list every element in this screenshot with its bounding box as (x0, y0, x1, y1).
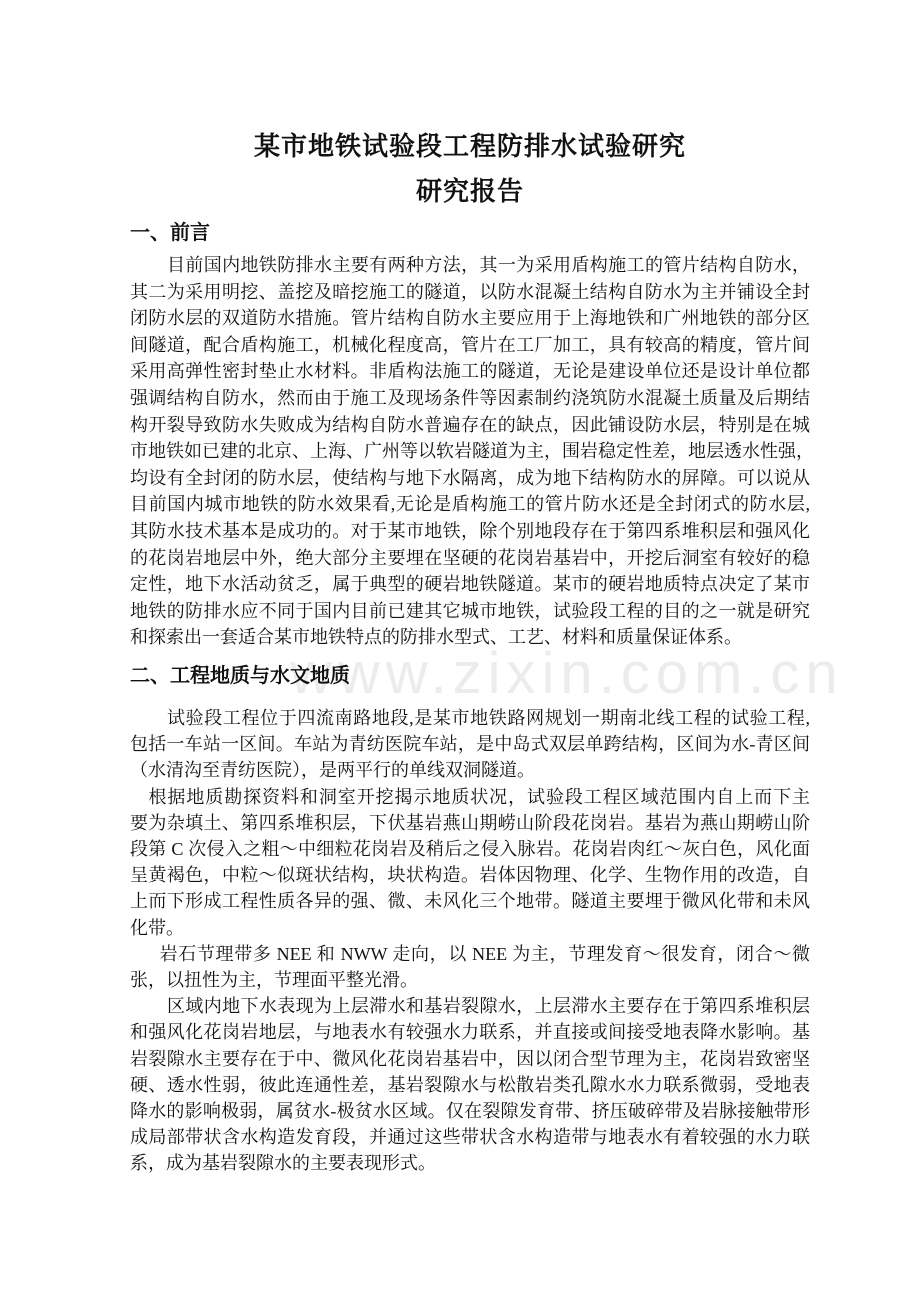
document-subtitle: 研究报告 (415, 177, 524, 207)
paragraph-line: 系，成为基岩裂隙水的主要表现形式。 (130, 1153, 436, 1174)
watermark: www.zixin.com.cn (290, 641, 844, 706)
paragraph-line: 试验段工程位于四流南路地段,是某市地铁路网规划一期南北线工程的试验工程, (167, 708, 810, 728)
paragraph-line: 要为杂填土、第四系堆积层，下伏基岩燕山期崂山阶段花岗岩。基岩为燕山期崂山阶 (130, 812, 810, 833)
paragraph-line: 成局部带状含水构造发育段，并通过这些带状含水构造带与地表水有着较强的水力联 (130, 1127, 810, 1148)
paragraph-line: （水清沟至青纺医院），是两平行的单线双洞隧道。 (130, 760, 535, 781)
paragraph-line: 化带。 (130, 917, 184, 938)
paragraph-line: 张，以扭性为主，节理面平整光滑。 (130, 970, 418, 990)
paragraph-line: 和强风化花岗岩地层，与地表水有较强水力联系，并直接或间接受地表降水影响。基 (130, 1022, 810, 1043)
section-heading: 二、工程地质与水文地质 (130, 663, 350, 687)
paragraph-line: 岩裂隙水主要存在于中、微风化花岗岩基岩中，因以闭合型节理为主，花岗岩致密坚 (130, 1048, 810, 1069)
paragraph-line: 均设有全封闭的防水层，使结构与地下水隔离，成为地下结构防水的屏障。可以说从 (130, 467, 810, 488)
section-heading: 一、前言 (130, 220, 210, 244)
paragraph-line: 间隧道，配合盾构施工，机械化程度高，管片在工厂加工，具有较高的精度，管片间 (130, 334, 810, 355)
paragraph-line: 区域内地下水表现为上层滞水和基岩裂隙水，上层滞水主要存在于第四系堆积层 (167, 996, 810, 1017)
paragraph-line: 定性，地下水活动贫乏，属于典型的硬岩地铁隧道。某市的硬岩地质特点决定了某市 (130, 574, 810, 595)
paragraph-line: 降水的影响极弱，属贫水-极贫水区域。仅在裂隙发育带、挤压破碎带及岩脉接触带形 (130, 1101, 810, 1121)
paragraph-line: 采用高弹性密封垫止水材料。非盾构法施工的隧道，无论是建设单位还是设计单位都 (130, 361, 810, 382)
paragraph-line: 强调结构自防水，然而由于施工及现场条件等因素制约浇筑防水混凝土质量及后期结 (130, 388, 810, 408)
paragraph-line: 构开裂导致防水失败成为结构自防水普遍存在的缺点，因此铺设防水层，特别是在城 (130, 414, 810, 435)
document-title: 某市地铁试验段工程防排水试验研究 (253, 132, 686, 162)
paragraph-line: 其二为采用明挖、盖挖及暗挖施工的隧道，以防水混凝土结构自防水为主并铺设全封 (130, 281, 810, 302)
paragraph-line: 段第 C 次侵入之粗～中细粒花岗岩及稍后之侵入脉岩。花岗岩肉红～灰白色，风化面 (130, 839, 810, 859)
paragraph-line: 呈黄褐色，中粒～似斑状结构，块状构造。岩体因物理、化学、生物作用的改造，自 (130, 865, 810, 886)
paragraph-line: 目前国内城市地铁的防水效果看,无论是盾构施工的管片防水还是全封闭式的防水层, (130, 494, 810, 515)
paragraph-line: 的花岗岩地层中外，绝大部分主要埋在坚硬的花岗岩基岩中，开挖后洞室有较好的稳 (130, 547, 810, 568)
paragraph-line: 目前国内地铁防排水主要有两种方法，其一为采用盾构施工的管片结构自防水， (167, 255, 810, 275)
paragraph-line: 地铁的防排水应不同于国内目前已建其它城市地铁，试验段工程的目的之一就是研究 (130, 600, 810, 621)
paragraph-line: 市地铁如已建的北京、上海、广州等以软岩隧道为主，围岩稳定性差，地层透水性强， (130, 441, 814, 462)
paragraph-line: 岩石节理带多 NEE 和 NWW 走向，以 NEE 为主，节理发育～很发育，闭合～微 (159, 943, 810, 964)
paragraph-line: 硬、透水性弱，彼此连通性差，基岩裂隙水与松散岩类孔隙水水力联系微弱，受地表 (130, 1074, 810, 1095)
paragraph-line: 根据地质勘探资料和洞室开挖揭示地质状况，试验段工程区域范围内自上而下主 (148, 786, 810, 807)
paragraph-line: 包括一车站一区间。车站为青纺医院车站，是中岛式双层单跨结构，区间为水-青区间 (130, 734, 810, 755)
paragraph-line: 和探索出一套适合某市地铁特点的防排水型式、工艺、材料和质量保证体系。 (130, 627, 742, 648)
paragraph-line: 其防水技术基本是成功的。对于某市地铁，除个别地段存在于第四系堆积层和强风化 (130, 521, 810, 541)
paragraph-line: 上而下形成工程性质各异的强、微、未风化三个地带。隧道主要埋于微风化带和未风 (130, 891, 810, 912)
paragraph-line: 闭防水层的双道防水措施。管片结构自防水主要应用于上海地铁和广州地铁的部分区 (130, 308, 810, 329)
